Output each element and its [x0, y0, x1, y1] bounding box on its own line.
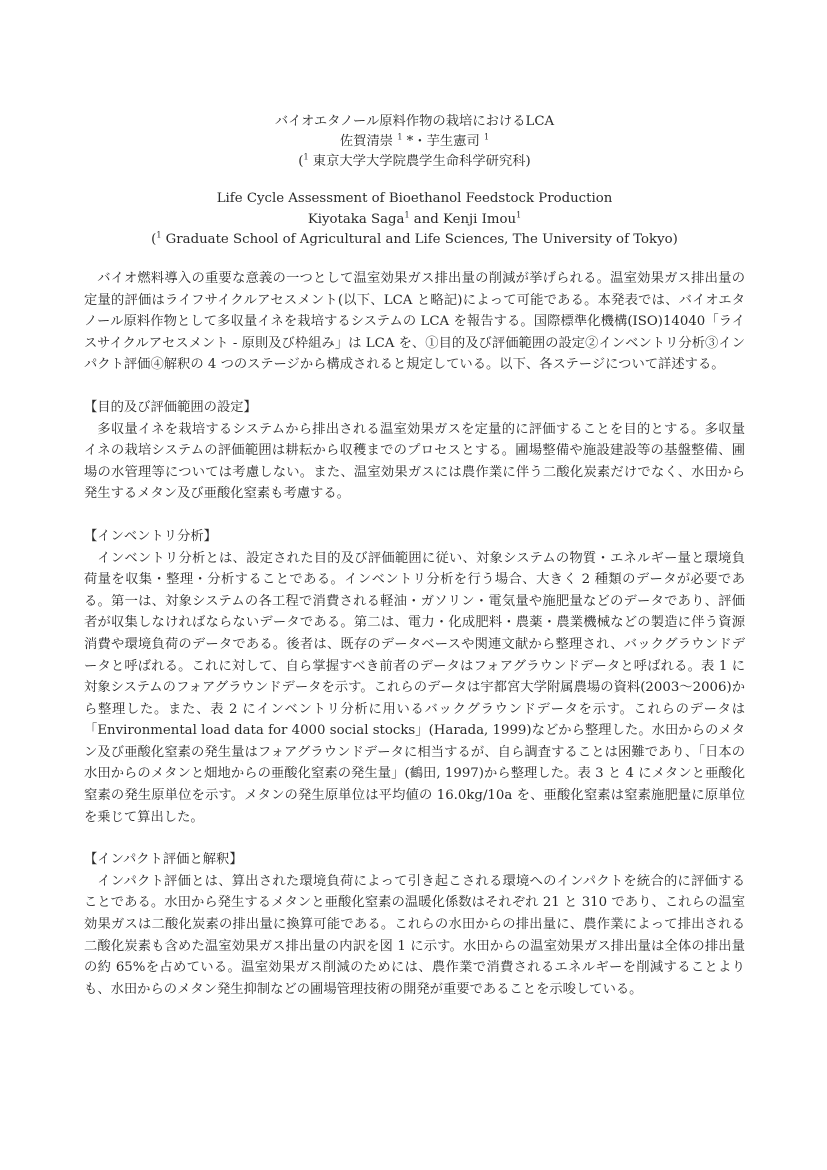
jp-title: バイオエタノール原料作物の栽培におけるLCA: [274, 114, 555, 129]
section-inventory: [84, 526, 745, 828]
en-affil-text: Graduate School of Agricultural and Life Sciences, The University of Tokyo): [161, 232, 678, 247]
jp-affiliation: [84, 152, 745, 172]
section-heading: 【インベントリ分析】: [84, 528, 217, 544]
en-affiliation: [84, 230, 745, 250]
jp-authors: [84, 132, 745, 152]
en-author-2: and Kenji Imou: [409, 212, 517, 227]
jp-author-1: 佐賀清崇: [339, 134, 394, 149]
section-body: インベントリ分析とは、設定された目的及び評価範囲に従い、対象システムの物質・エネルギー量と環境負荷量を収集・整理・分析することである。インベントリ分析を行う場合、大きく 2 種類のデータが必要である。第一は、対象システムの各工程で消費される軽油・ガソリン・電気量や施肥量などのデータであり、評価者が収集しなければならないデータである。第二は、電力・化成肥料・農薬・農業機械などの製造に伴う資源消費や環境負荷のデータである。後者は、既存のデータベースや関連文献から整理され、バックグラウンドデータと呼ばれる。これに対して、自ら掌握すべき前者のデータはフォアグラウンドデータと呼ばれる。表 1 に対象システムのフォアグラウンドデータを示す。これらのデータは宇都宮大学附属農場の資料(2003～2006)から整理した。また、表 2 にインベントリ分析に用いるバックグラウンドデータを示す。これらのデータは「Environmental load data for 4000 social stocks」(Harada, 1999)などから整理した。水田からのメタン及び亜酸化窒素の発生量はフォアグラウンドデータに相当するが、自ら調査することは困難であり、「日本の水田からのメタンと畑地からの亜酸化窒素の発生量」(鶴田, 1997)から整理した。表 3 と 4 にメタンと亜酸化窒素の発生原単位を示す。メタンの発生原単位は平均値の 16.0kg/10a を、亜酸化窒素は窒素施肥量に原単位を乗じて算出した。: [84, 550, 745, 825]
section-body: インパクト評価とは、算出された環境負荷によって引き起こされる環境へのインパクトを統合的に評価することである。水田から発生するメタンと亜酸化窒素の温暖化係数はそれぞれ 21 と 310 であり、これらの温室効果ガスは二酸化炭素の排出量に換算可能である。これらの水田からの排出量に、農作業によって排出される二酸化炭素も含めた温室効果ガス排出量の内訳を図 1 に示す。水田からの温室効果ガス排出量は全体の排出量の約 65%を占めている。温室効果ガス削減のためには、農作業で消費されるエネルギーを削減することよりも、水田からのメタン発生抑制などの圃場管理技術の開発が重要であることを示唆している。: [84, 873, 745, 997]
section-goal-scope: [84, 397, 745, 505]
intro-paragraph: バイオ燃料導入の重要な意義の一つとして温室効果ガス排出量の削減が挙げられる。温室効果ガス排出量の定量的評価はライフサイクルアセスメント(以下、LCA と略記)によって可能である。本発表では、バイオエタノール原料作物として多収量イネを栽培するシステムの LCA を報告する。国際標準化機構(ISO)14040「ライスサイクルアセスメント - 原則及び枠組み」は LCA を、①目的及び評価範囲の設定②インベントリ分析③インパクト評価④解釈の 4 つのステージから構成されると規定している。以下、各ステージについて詳述する。: [84, 271, 745, 373]
jp-author-1-sup: 1: [397, 132, 403, 142]
section-body: 多収量イネを栽培するシステムから排出される温室効果ガスを定量的に評価することを目的とする。多収量イネの栽培システムの評価範囲は耕耘から収穫までのプロセスとする。圃場整備や施設建設等の基盤整備、圃場の水管理等については考慮しない。また、温室効果ガスには農作業に伴う二酸化炭素だけでなく、水田から発生するメタン及び亜酸化窒素も考慮する。: [84, 421, 745, 502]
en-authors: [84, 210, 745, 230]
en-author-1-sup: 1: [404, 210, 410, 220]
jp-affil-open: (: [298, 154, 304, 169]
jp-affil-sup: 1: [303, 152, 309, 162]
section-heading: 【目的及び評価範囲の設定】: [84, 399, 257, 415]
section-impact: [84, 849, 745, 1000]
section-heading: 【インパクト評価と解釈】: [84, 852, 243, 868]
jp-author-2: *・芋生憲司: [406, 134, 480, 149]
en-author-2-sup: 1: [516, 210, 522, 220]
jp-header: [84, 112, 745, 172]
en-author-1: Kiyotaka Saga: [307, 212, 405, 227]
en-affil-sup: 1: [156, 230, 162, 240]
paper-page: [84, 112, 745, 1000]
en-affil-open: (: [151, 232, 157, 247]
jp-affil-text: 東京大学大学院農学生命科学研究科): [308, 154, 531, 169]
jp-author-2-sup: 1: [484, 132, 490, 142]
en-header: [84, 189, 745, 250]
en-title: Life Cycle Assessment of Bioethanol Feedstock Production: [216, 191, 613, 206]
